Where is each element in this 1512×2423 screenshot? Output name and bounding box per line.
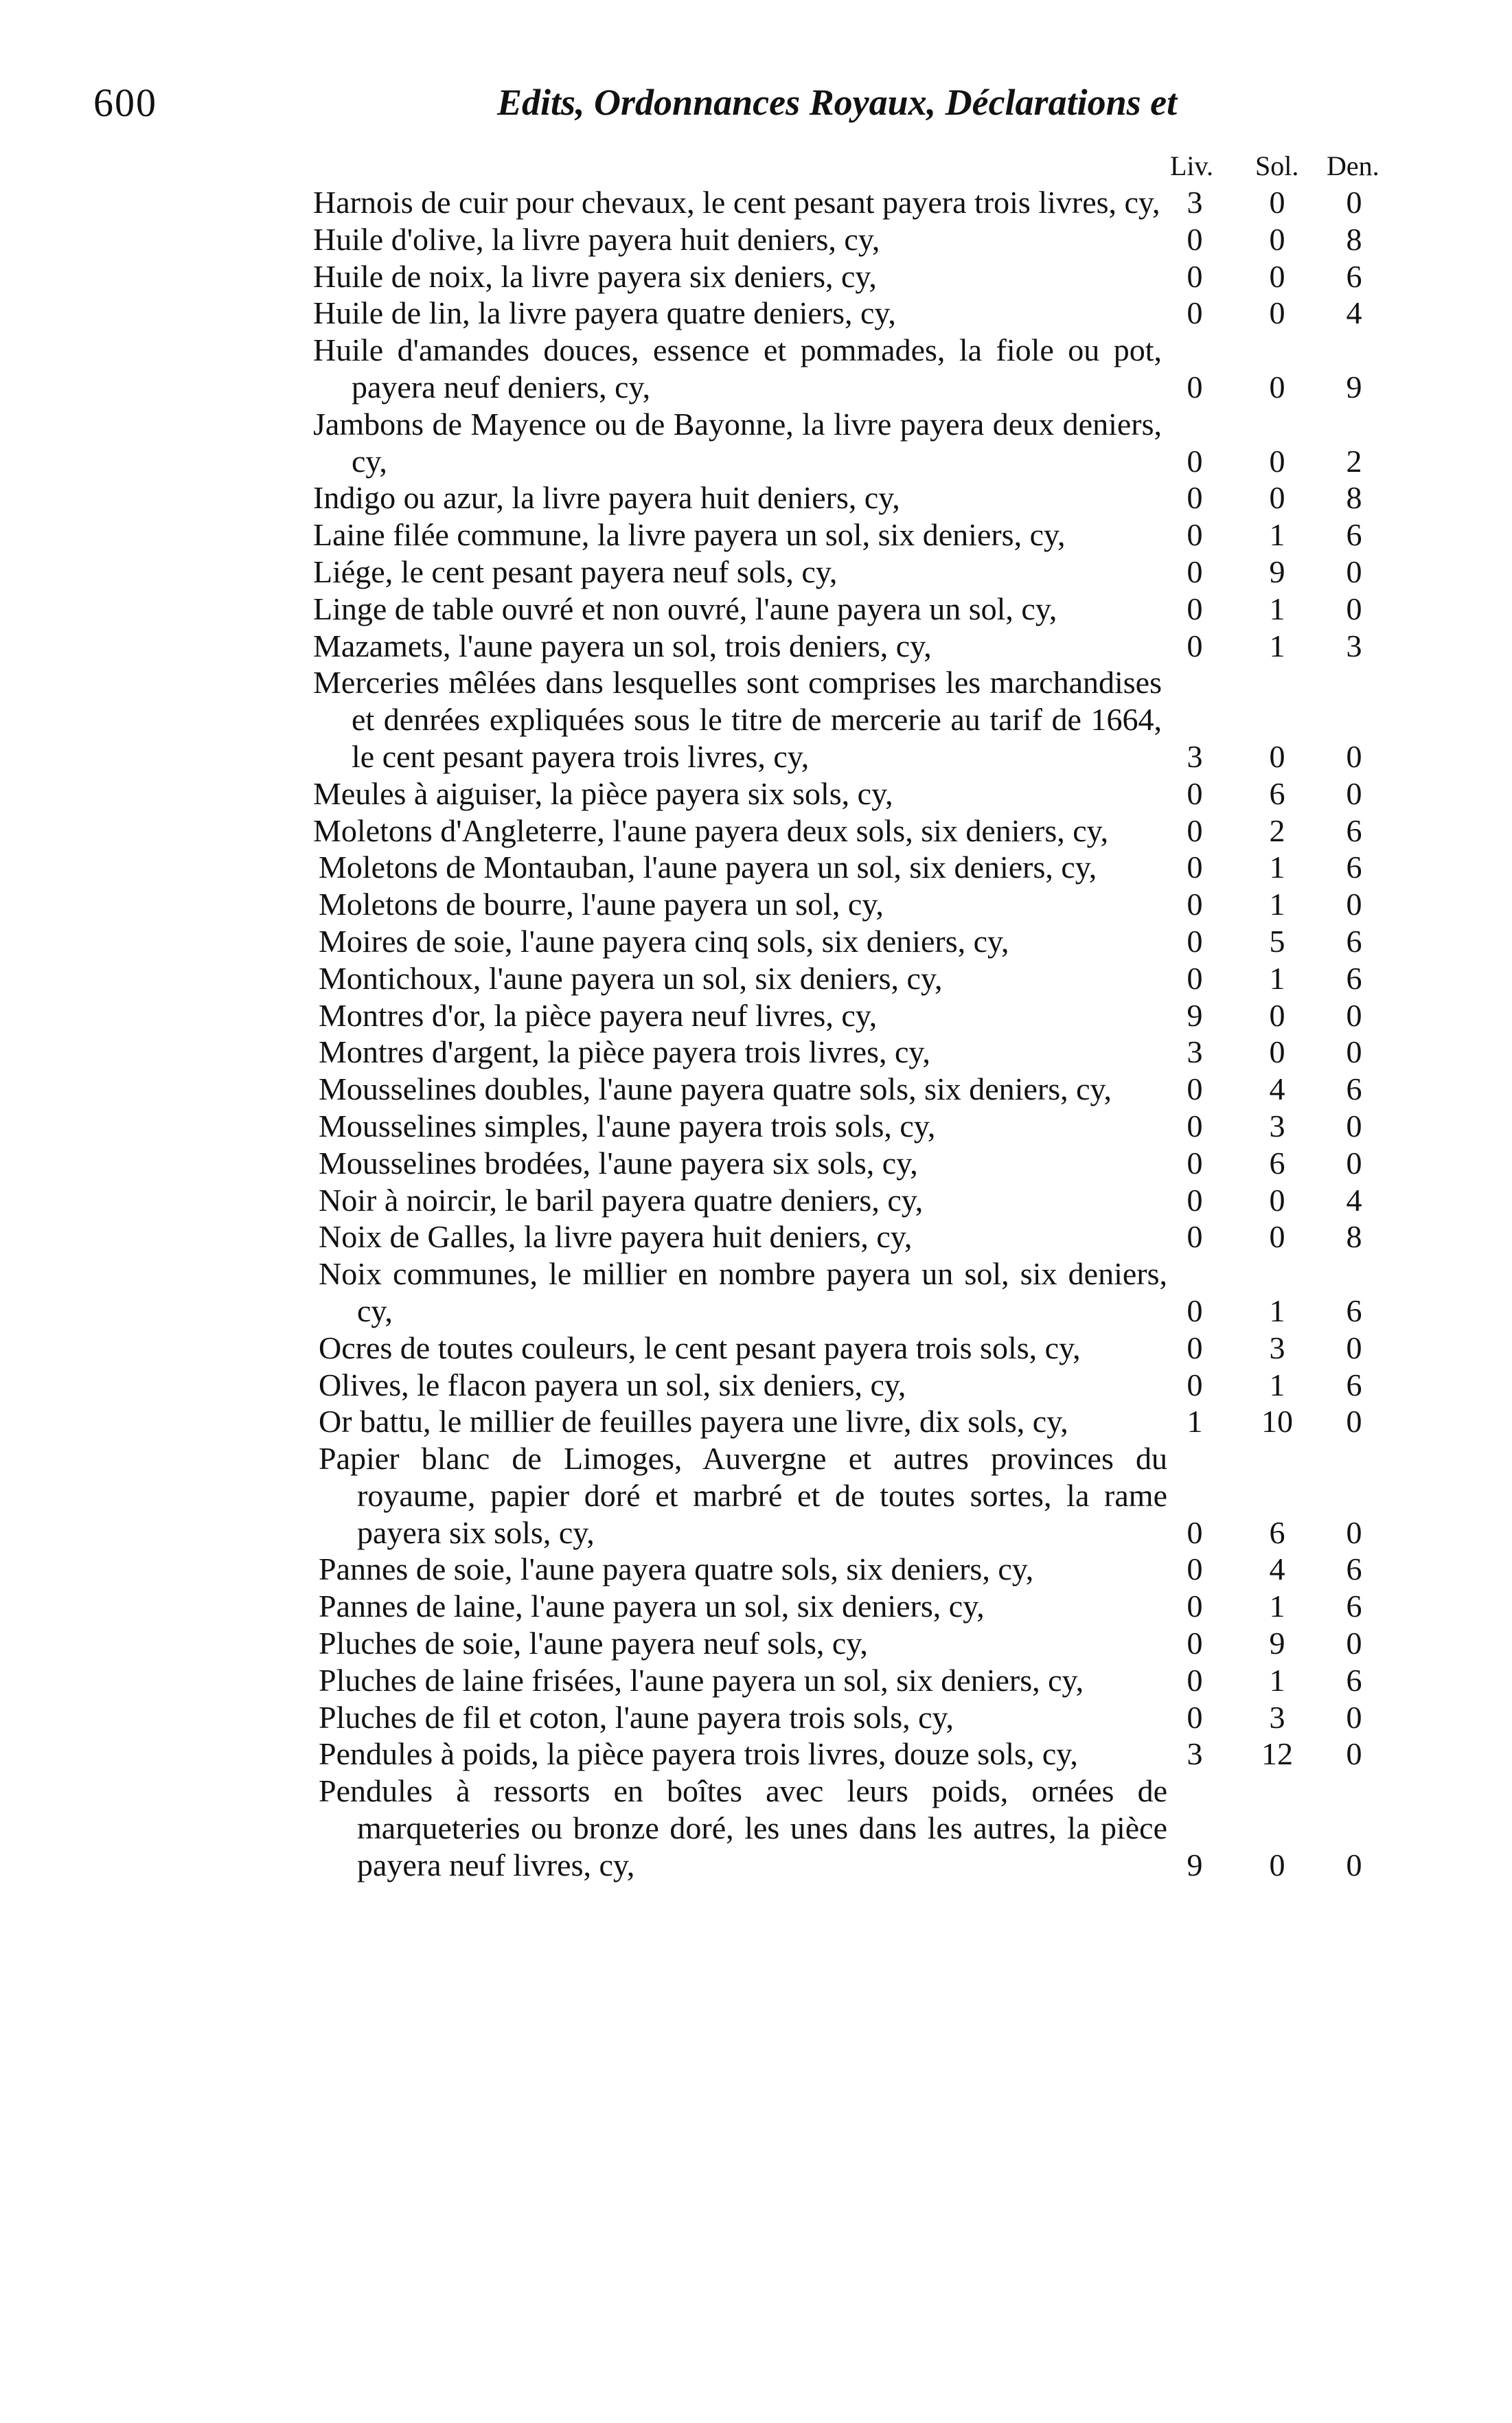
entry-den-value: 6 <box>1346 258 1362 294</box>
entry-sol-value: 0 <box>1269 1219 1285 1255</box>
entry-sol-value: 10 <box>1261 1404 1293 1440</box>
tariff-entry <box>0 886 1512 923</box>
column-header-liv: Liv. <box>1170 150 1213 181</box>
entry-description: Olives, le flacon payera un sol, six deniers, cy, <box>319 1367 906 1402</box>
entry-den-value: 0 <box>1346 1847 1362 1882</box>
entry-liv-value: 0 <box>1187 775 1203 811</box>
entry-liv-value: 0 <box>1187 1514 1203 1550</box>
entry-den-value: 6 <box>1346 1071 1362 1107</box>
tariff-entry <box>0 554 1512 591</box>
entry-den-value: 0 <box>1346 1034 1362 1070</box>
entry-sol-value: 4 <box>1269 1071 1285 1107</box>
entry-sol-value: 0 <box>1269 221 1285 257</box>
entry-den-value: 4 <box>1346 1182 1362 1218</box>
entry-liv-value: 9 <box>1187 1847 1203 1882</box>
tariff-entry <box>0 1403 1512 1440</box>
entry-sol-value: 1 <box>1269 591 1285 626</box>
entry-sol-value: 2 <box>1269 812 1285 848</box>
entry-sol-value: 3 <box>1269 1330 1285 1365</box>
tariff-entry <box>0 1218 1512 1255</box>
entry-description: Ocres de toutes couleurs, le cent pesant payera trois sols, cy, <box>319 1330 1081 1365</box>
entry-liv-value: 0 <box>1187 1551 1203 1587</box>
entry-sol-value: 9 <box>1269 554 1285 589</box>
entry-den-value: 6 <box>1346 1662 1362 1698</box>
entry-den-value: 6 <box>1346 1367 1362 1402</box>
entry-description: Pendules à poids, la pièce payera trois livres, douze sols, cy, <box>319 1736 1078 1772</box>
entry-den-value: 6 <box>1346 1589 1362 1624</box>
entry-liv-value: 3 <box>1187 1736 1203 1772</box>
entry-description: Moires de soie, l'aune payera cinq sols, six deniers, cy, <box>319 923 1009 959</box>
tariff-entry <box>0 184 1512 221</box>
tariff-entry <box>0 1145 1512 1182</box>
entry-liv-value: 0 <box>1187 295 1203 331</box>
entry-description: Noir à noircir, le baril payera quatre deniers, cy, <box>319 1182 924 1218</box>
entry-sol-value: 3 <box>1269 1108 1285 1144</box>
entry-sol-value: 0 <box>1269 1182 1285 1218</box>
entry-liv-value: 0 <box>1187 1071 1203 1107</box>
entry-den-value: 4 <box>1346 295 1362 331</box>
entry-description: Mousselines simples, l'aune payera trois sols, cy, <box>319 1108 936 1144</box>
entry-liv-value: 0 <box>1187 1330 1203 1365</box>
entry-liv-value: 0 <box>1187 1293 1203 1328</box>
entry-sol-value: 0 <box>1269 480 1285 516</box>
tariff-entries <box>0 184 1512 1884</box>
tariff-entry <box>0 591 1512 628</box>
entry-den-value: 8 <box>1346 221 1362 257</box>
column-header-sol: Sol. <box>1255 150 1299 181</box>
tariff-entry <box>0 332 1512 406</box>
entry-den-value: 0 <box>1346 554 1362 589</box>
entry-liv-value: 0 <box>1187 1219 1203 1255</box>
entry-den-value: 0 <box>1346 1736 1362 1772</box>
entry-den-value: 6 <box>1346 923 1362 959</box>
tariff-entry <box>0 923 1512 960</box>
entry-description: Pluches de soie, l'aune payera neuf sols, cy, <box>319 1626 868 1661</box>
entry-sol-value: 9 <box>1269 1626 1285 1661</box>
entry-den-value: 0 <box>1346 1514 1362 1550</box>
entry-den-value: 0 <box>1346 1108 1362 1144</box>
entry-description: Moletons d'Angleterre, l'aune payera deux sols, six deniers, cy, <box>313 812 1109 848</box>
tariff-entry <box>0 997 1512 1034</box>
entry-description: Huile de noix, la livre payera six deniers, cy, <box>313 258 877 294</box>
entry-description: Pannes de soie, l'aune payera quatre sols, six deniers, cy, <box>319 1551 1034 1587</box>
entry-sol-value: 0 <box>1269 1034 1285 1070</box>
entry-sol-value: 1 <box>1269 850 1285 885</box>
entry-liv-value: 0 <box>1187 258 1203 294</box>
tariff-entry <box>0 406 1512 480</box>
tariff-entry <box>0 1773 1512 1883</box>
entry-description: Linge de table ouvré et non ouvré, l'aune payera un sol, cy, <box>313 591 1057 626</box>
entry-description: Montres d'argent, la pièce payera trois livres, cy, <box>319 1034 930 1070</box>
entry-liv-value: 0 <box>1187 221 1203 257</box>
entry-den-value: 2 <box>1346 443 1362 479</box>
entry-sol-value: 1 <box>1269 628 1285 663</box>
entry-liv-value: 0 <box>1187 369 1203 405</box>
entry-sol-value: 6 <box>1269 775 1285 811</box>
entry-description: Liége, le cent pesant payera neuf sols, cy, <box>313 554 838 589</box>
entry-liv-value: 0 <box>1187 923 1203 959</box>
entry-liv-value: 0 <box>1187 812 1203 848</box>
entry-liv-value: 0 <box>1187 887 1203 922</box>
entry-den-value: 6 <box>1346 960 1362 996</box>
entry-description: Indigo ou azur, la livre payera huit deniers, cy, <box>313 480 900 516</box>
entry-liv-value: 0 <box>1187 1699 1203 1735</box>
entry-description: Noix communes, le millier en nombre payera un sol, six deniers, cy, <box>319 1256 1167 1328</box>
entry-description: Montres d'or, la pièce payera neuf livres, cy, <box>319 997 878 1033</box>
entry-liv-value: 3 <box>1187 1034 1203 1070</box>
entry-liv-value: 9 <box>1187 997 1203 1033</box>
entry-description: Pendules à ressorts en boîtes avec leurs poids, ornées de marqueteries ou bronze doré, les unes dans les autres, la pièce payera neuf livres, cy, <box>319 1773 1167 1882</box>
entry-liv-value: 0 <box>1187 1182 1203 1218</box>
tariff-entry <box>0 1330 1512 1367</box>
tariff-entry <box>0 1255 1512 1330</box>
entry-liv-value: 0 <box>1187 1367 1203 1402</box>
entry-liv-value: 0 <box>1187 554 1203 589</box>
tariff-entry <box>0 1699 1512 1736</box>
entry-liv-value: 3 <box>1187 185 1203 220</box>
tariff-entry <box>0 516 1512 554</box>
entry-sol-value: 0 <box>1269 185 1285 220</box>
entry-den-value: 0 <box>1346 1699 1362 1735</box>
entry-description: Or battu, le millier de feuilles payera une livre, dix sols, cy, <box>319 1404 1068 1440</box>
entry-den-value: 9 <box>1346 369 1362 405</box>
tariff-entry <box>0 775 1512 812</box>
entry-den-value: 0 <box>1346 887 1362 922</box>
entry-sol-value: 1 <box>1269 960 1285 996</box>
entry-description: Pluches de fil et coton, l'aune payera trois sols, cy, <box>319 1699 954 1735</box>
entry-den-value: 6 <box>1346 517 1362 553</box>
entry-liv-value: 0 <box>1187 1662 1203 1698</box>
tariff-entry <box>0 1588 1512 1625</box>
entry-description: Jambons de Mayence ou de Bayonne, la livre payera deux deniers, cy, <box>313 406 1162 479</box>
entry-den-value: 0 <box>1346 185 1362 220</box>
entry-den-value: 6 <box>1346 1551 1362 1587</box>
tariff-entry <box>0 812 1512 850</box>
tariff-entry <box>0 1071 1512 1108</box>
tariff-entry <box>0 628 1512 665</box>
entry-den-value: 0 <box>1346 1404 1362 1440</box>
entry-sol-value: 0 <box>1269 1847 1285 1882</box>
column-headers <box>0 150 1512 184</box>
entry-sol-value: 1 <box>1269 517 1285 553</box>
entry-liv-value: 0 <box>1187 1626 1203 1661</box>
entry-description: Moletons de Montauban, l'aune payera un sol, six deniers, cy, <box>319 850 1097 885</box>
entry-description: Laine filée commune, la livre payera un sol, six deniers, cy, <box>313 517 1066 553</box>
entry-den-value: 6 <box>1346 812 1362 848</box>
entry-liv-value: 0 <box>1187 1108 1203 1144</box>
entry-liv-value: 0 <box>1187 1589 1203 1624</box>
entry-liv-value: 0 <box>1187 1145 1203 1181</box>
entry-sol-value: 6 <box>1269 1514 1285 1550</box>
page-number: 600 <box>93 80 157 125</box>
entry-description: Huile de lin, la livre payera quatre deniers, cy, <box>313 295 896 331</box>
tariff-entry <box>0 1182 1512 1219</box>
entry-description: Noix de Galles, la livre payera huit deniers, cy, <box>319 1219 913 1255</box>
tariff-entry <box>0 295 1512 332</box>
entry-description: Montichoux, l'aune payera un sol, six deniers, cy, <box>319 960 943 996</box>
entry-sol-value: 1 <box>1269 887 1285 922</box>
entry-sol-value: 1 <box>1269 1589 1285 1624</box>
entry-den-value: 0 <box>1346 591 1362 626</box>
entry-sol-value: 0 <box>1269 258 1285 294</box>
entry-liv-value: 0 <box>1187 960 1203 996</box>
entry-description: Pluches de laine frisées, l'aune payera un sol, six deniers, cy, <box>319 1662 1084 1698</box>
entry-den-value: 0 <box>1346 738 1362 774</box>
tariff-entry <box>0 1440 1512 1551</box>
entry-liv-value: 1 <box>1187 1404 1203 1440</box>
entry-liv-value: 3 <box>1187 738 1203 774</box>
entry-sol-value: 4 <box>1269 1551 1285 1587</box>
tariff-entry <box>0 1662 1512 1699</box>
tariff-entry <box>0 849 1512 886</box>
entry-sol-value: 1 <box>1269 1293 1285 1328</box>
entry-liv-value: 0 <box>1187 517 1203 553</box>
entry-description: Papier blanc de Limoges, Auvergne et autres provinces du royaume, papier doré et marbré et de toutes sortes, la rame payera six sols, cy, <box>319 1441 1167 1550</box>
tariff-entry <box>0 1034 1512 1071</box>
entry-sol-value: 0 <box>1269 295 1285 331</box>
column-header-den: Den. <box>1327 150 1379 181</box>
entry-sol-value: 1 <box>1269 1662 1285 1698</box>
entry-den-value: 0 <box>1346 1145 1362 1181</box>
entry-sol-value: 6 <box>1269 1145 1285 1181</box>
entry-description: Pannes de laine, l'aune payera un sol, six deniers, cy, <box>319 1589 985 1624</box>
tariff-entry <box>0 479 1512 516</box>
entry-sol-value: 3 <box>1269 1699 1285 1735</box>
entry-den-value: 8 <box>1346 480 1362 516</box>
tariff-entry <box>0 258 1512 295</box>
tariff-entry <box>0 221 1512 258</box>
entry-liv-value: 0 <box>1187 443 1203 479</box>
entry-sol-value: 1 <box>1269 1367 1285 1402</box>
tariff-entry <box>0 1367 1512 1404</box>
entry-liv-value: 0 <box>1187 480 1203 516</box>
entry-den-value: 3 <box>1346 628 1362 663</box>
entry-sol-value: 12 <box>1261 1736 1293 1772</box>
entry-den-value: 0 <box>1346 997 1362 1033</box>
tariff-entry <box>0 664 1512 775</box>
tariff-entry <box>0 1108 1512 1145</box>
entry-den-value: 0 <box>1346 775 1362 811</box>
entry-description: Merceries mêlées dans lesquelles sont comprises les marchandises et denrées expliquées sous le titre de mercerie au tarif de 1664, le cent pesant payera trois livres, cy, <box>313 665 1162 774</box>
entry-sol-value: 0 <box>1269 443 1285 479</box>
entry-description: Mousselines brodées, l'aune payera six sols, cy, <box>319 1145 918 1181</box>
entry-den-value: 0 <box>1346 1330 1362 1365</box>
tariff-entry <box>0 1551 1512 1588</box>
running-title: Edits, Ordonnances Royaux, Déclarations et <box>497 82 1178 123</box>
entry-sol-value: 0 <box>1269 997 1285 1033</box>
entry-den-value: 8 <box>1346 1219 1362 1255</box>
entry-description: Mousselines doubles, l'aune payera quatre sols, six deniers, cy, <box>319 1071 1112 1107</box>
entry-description: Meules à aiguiser, la pièce payera six sols, cy, <box>313 775 893 811</box>
tariff-entry <box>0 1625 1512 1662</box>
entry-liv-value: 0 <box>1187 850 1203 885</box>
entry-den-value: 6 <box>1346 850 1362 885</box>
entry-den-value: 6 <box>1346 1293 1362 1328</box>
entry-liv-value: 0 <box>1187 628 1203 663</box>
entry-description: Huile d'amandes douces, essence et pommades, la fiole ou pot, payera neuf deniers, cy, <box>313 332 1162 405</box>
entry-description: Moletons de bourre, l'aune payera un sol, cy, <box>319 887 884 922</box>
entry-den-value: 0 <box>1346 1626 1362 1661</box>
tariff-entry <box>0 960 1512 997</box>
entry-description: Huile d'olive, la livre payera huit deniers, cy, <box>313 221 880 257</box>
entry-sol-value: 0 <box>1269 369 1285 405</box>
tariff-entry <box>0 1736 1512 1773</box>
entry-liv-value: 0 <box>1187 591 1203 626</box>
entry-description: Harnois de cuir pour chevaux, le cent pesant payera trois livres, cy, <box>313 185 1160 220</box>
entry-description: Mazamets, l'aune payera un sol, trois deniers, cy, <box>313 628 932 663</box>
entry-sol-value: 5 <box>1269 923 1285 959</box>
entry-sol-value: 0 <box>1269 738 1285 774</box>
